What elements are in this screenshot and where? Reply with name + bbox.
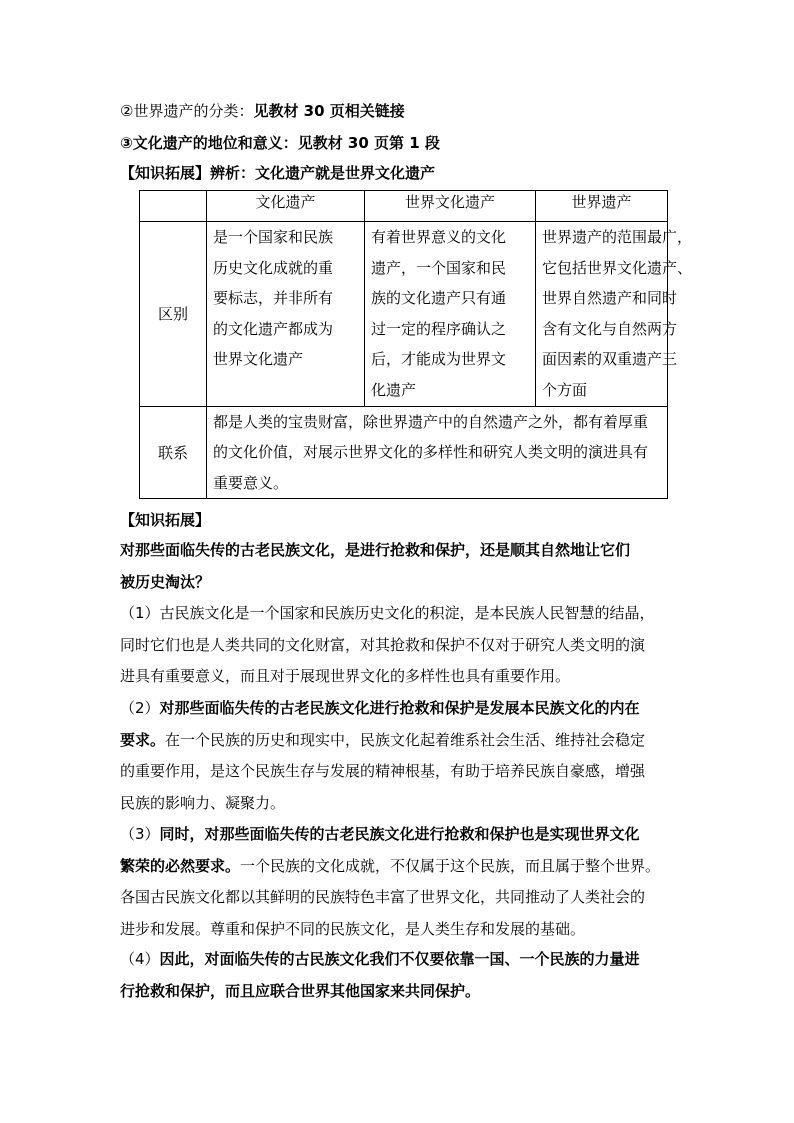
cell-line: 有着世界意义的文化 [371, 228, 507, 246]
cell-line: 面因素的双重遗产三 [542, 350, 678, 369]
paragraph-line [120, 944, 680, 976]
paragraph-line [120, 819, 680, 851]
table-row-difference [140, 222, 668, 407]
paragraph-line: 行抢救和保护，而且应联合世界其他国家来共同保护。 [120, 981, 481, 1000]
bold-text: 同时，对那些面临失传的古老民族文化进行抢救和保护也是实现世界文化 [159, 825, 640, 843]
bold-text: 对那些面临失传的古老民族文化进行抢救和保护是发展本民族文化的内在 [159, 699, 640, 717]
cell-line: 含有文化与自然两方 [542, 319, 678, 338]
cell-line: 遗产，一个国家和民 [371, 258, 507, 277]
paragraph-line: 民族的影响力、凝聚力。 [120, 794, 286, 813]
normal-text: 一个民族的文化成就，不仅属于这个民族，而且属于整个世界。 [240, 856, 661, 875]
paragraph-line: 进具有重要意义，而且对于展现世界文化的多样性也具有重要作用。 [120, 667, 571, 686]
cultural-heritage-significance-line: ③文化遗产的地位和意义：见教材 30 页第 1 段 [120, 134, 440, 152]
section-title: 【知识拓展】 [120, 511, 211, 529]
cell-line: 它包括世界文化遗产、 [542, 258, 693, 277]
answer-paragraph-1 [120, 598, 680, 693]
cell-line: 要标志，并非所有 [213, 289, 334, 308]
paragraph-line [120, 851, 680, 883]
paragraph-number: （3） [120, 825, 160, 843]
cell-line: 后，才能成为世界文 [371, 350, 507, 369]
cell-line: 历史文化成就的重 [213, 258, 334, 277]
cell-line: 的文化价值，对展示世界文化的多样性和研究人类文明的演进具有 [213, 443, 649, 462]
answer-paragraph-4 [120, 944, 680, 1007]
header-cell-cultural-heritage: 文化遗产 [207, 191, 365, 222]
paragraph-line: 被历史淘汰？ [120, 572, 211, 591]
cell-world-cultural-heritage [365, 222, 536, 407]
paragraph-line: 的重要作用，是这个民族生存与发展的精神根基，有助于培养民族自豪感，增强 [120, 762, 646, 781]
knowledge-extension-heading: 【知识拓展】辨析：文化遗产就是世界文化遗产 [120, 164, 436, 182]
cell-line: 重要意义。 [213, 473, 289, 492]
classification-label: ②世界遗产的分类： [120, 102, 254, 120]
cell-line: 是一个国家和民族 [213, 228, 334, 246]
answer-paragraph-2 [120, 693, 680, 820]
cell-cultural-heritage [207, 222, 365, 407]
paragraph-line: 同时它们也是人类共同的文化财富，对其抢救和保护不仅对于研究人类文明的演 [120, 635, 646, 654]
paragraph-line: （1）古民族文化是一个国家和民族历史文化的积淀，是本民族人民智慧的结晶， [120, 604, 655, 622]
header-cell-world-heritage: 世界遗产 [536, 191, 668, 222]
cell-line: 的文化遗产都成为 [213, 319, 334, 338]
normal-text: 在一个民族的历史和现实中，民族文化起着维系社会生活、维持社会稳定 [165, 730, 646, 749]
cell-world-heritage [536, 222, 693, 407]
paragraph-line [120, 725, 680, 757]
header-cell-world-cultural-heritage: 世界文化遗产 [365, 191, 536, 222]
paragraph-line: 各国古民族文化都以其鲜明的民族特色丰富了世界文化，共同推动了人类社会的 [120, 888, 646, 907]
cell-line: 过一定的程序确认之 [371, 319, 507, 338]
header-cell-empty [140, 191, 207, 222]
cell-line: 都是人类的宝贵财富，除世界遗产中的自然遗产之外，都有着厚重 [213, 412, 649, 431]
row-label-difference: 区别 [140, 222, 207, 407]
question-paragraph [120, 535, 680, 598]
bold-text: 因此，对面临失传的古民族文化我们不仅要依靠一国、一个民族的力量进 [159, 950, 640, 968]
answer-paragraph-3 [120, 819, 680, 946]
paragraph-number: （4） [120, 950, 160, 968]
paragraph-line [120, 693, 680, 725]
table-row-connection [140, 406, 668, 499]
cell-line: 族的文化遗产只有通 [371, 289, 507, 308]
cell-line: 化遗产 [371, 380, 417, 399]
comparison-table [139, 190, 693, 499]
cell-connection [207, 406, 668, 499]
cell-line: 世界遗产的范围最广， [542, 228, 693, 246]
heritage-classification-line [120, 101, 680, 121]
table-header-row [140, 191, 668, 222]
row-label-connection: 联系 [140, 406, 207, 499]
paragraph-number: （2） [120, 699, 160, 717]
paragraph-line: 进步和发展。尊重和保护不同的民族文化，是人类生存和发展的基础。 [120, 920, 586, 939]
bold-text: 繁荣的必然要求。 [120, 856, 241, 875]
cell-line: 世界自然遗产和同时 [542, 289, 678, 308]
cell-line: 个方面 [542, 380, 588, 399]
paragraph-line: 对那些面临失传的古老民族文化，是进行抢救和保护，还是顺其自然地让它们 [120, 541, 631, 559]
cell-line: 世界文化遗产 [213, 350, 304, 369]
classification-reference: 见教材 30 页相关链接 [253, 102, 405, 120]
bold-text: 要求。 [120, 730, 166, 749]
